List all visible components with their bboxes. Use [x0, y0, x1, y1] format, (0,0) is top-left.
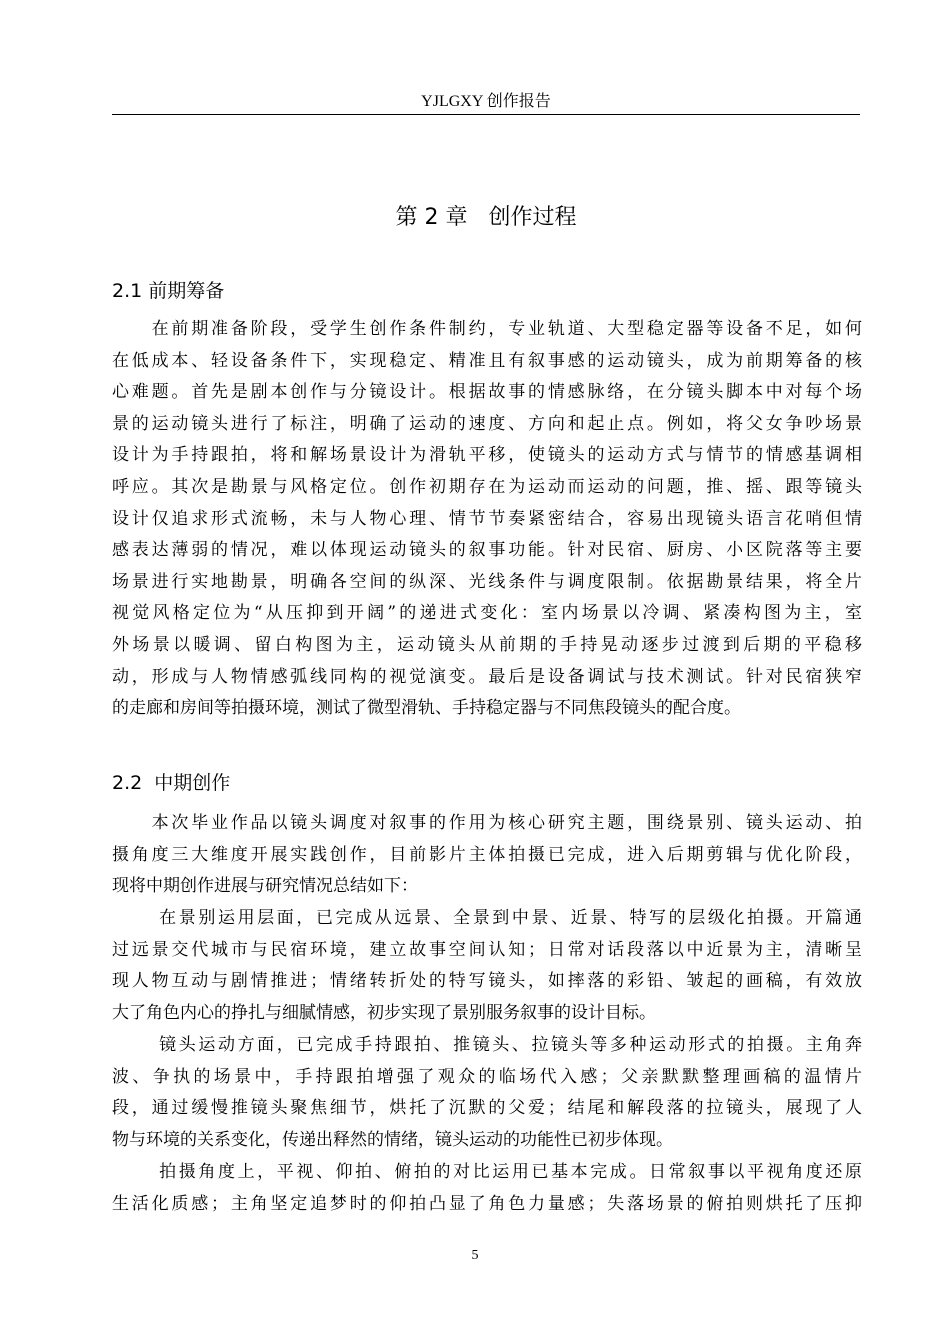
text-line: 场景进行实地勘景，明确各空间的纵深、光线条件与调度限制。依据勘景结果，将全片: [112, 571, 862, 592]
text-line: 在低成本、轻设备条件下，实现稳定、精准且有叙事感的运动镜头，成为前期筹备的核: [112, 350, 862, 371]
text-line: 景的运动镜头进行了标注，明确了运动的速度、方向和起止点。例如，将父女争吵场景: [112, 413, 862, 434]
text-line: 设计为手持跟拍，将和解场景设计为滑轨平移，使镜头的运动方式与情节的情感基调相: [112, 445, 862, 466]
paragraph-intro: [112, 808, 862, 903]
text-line: 感表达薄弱的情况，难以体现运动镜头的叙事功能。针对民宿、厨房、小区院落等主要: [112, 540, 862, 561]
paragraph-camera-movement: [112, 1030, 862, 1156]
paragraph-camera-angle: [112, 1157, 862, 1220]
text-line: 在前期准备阶段，受学生创作条件制约，专业轨道、大型稳定器等设备不足，如何: [112, 319, 862, 339]
page-number: 5: [471, 1248, 479, 1263]
text-line: 现人物互动与剧情推进；情绪转折处的特写镜头，如摔落的彩铅、皱起的画稿，有效放: [112, 971, 862, 992]
text-line: 现将中期创作进展与研究情况总结如下：: [112, 876, 418, 897]
text-line: 心难题。首先是剧本创作与分镜设计。根据故事的情感脉络，在分镜头脚本中对每个场: [112, 382, 862, 403]
text-line: 摄角度三大维度开展实践创作，目前影片主体拍摄已完成，进入后期剪辑与优化阶段，: [112, 844, 862, 865]
text-line: 镜头运动方面，已完成手持跟拍、推镜头、拉镜头等多种运动形式的拍摄。主角奔: [112, 1035, 862, 1055]
header-rule: [112, 114, 860, 115]
text-line: 拍摄角度上，平视、仰拍、俯拍的对比运用已基本完成。日常叙事以平视角度还原: [112, 1162, 862, 1182]
text-line: 外场景以暖调、留白构图为主，运动镜头从前期的手持晃动逐步过渡到后期的平稳移: [112, 634, 862, 655]
text-line: 波、争执的场景中，手持跟拍增强了观众的临场代入感；父亲默默整理画稿的温情片: [112, 1066, 862, 1087]
text-line: 大了角色内心的挣扎与细腻情感，初步实现了景别服务叙事的设计目标。: [112, 1002, 656, 1023]
text-line: 物与环境的关系变化，传递出释然的情绪，镜头运动的功能性已初步体现。: [112, 1129, 673, 1150]
text-line: 的走廊和房间等拍摄环境，测试了微型滑轨、手持稳定器与不同焦段镜头的配合度。: [112, 698, 741, 719]
text-line: 在景别运用层面，已完成从远景、全景到中景、近景、特写的层级化拍摄。开篇通: [112, 908, 862, 928]
paragraph-preparation: [112, 314, 862, 725]
section-heading-2-1: 2.1 前期筹备: [112, 280, 225, 302]
text-line: 动，形成与人物情感弧线同构的视觉演变。最后是设备调试与技术测试。针对民宿狭窄: [112, 666, 862, 687]
running-header: YJLGXY 创作报告: [421, 93, 551, 110]
text-line: 呼应。其次是勘景与风格定位。创作初期存在为运动而运动的问题，推、摇、跟等镜头: [112, 476, 862, 497]
text-line: 生活化质感；主角坚定追梦时的仰拍凸显了角色力量感；失落场景的俯拍则烘托了压抑: [112, 1193, 862, 1214]
text-line: 段，通过缓慢推镜头聚焦细节，烘托了沉默的父爱；结尾和解段落的拉镜头，展现了人: [112, 1098, 862, 1119]
section-heading-2-2: 2.2 中期创作: [112, 772, 231, 794]
paragraph-shot-size: [112, 903, 862, 1029]
text-line: 本次毕业作品以镜头调度对叙事的作用为核心研究主题，围绕景别、镜头运动、拍: [112, 813, 862, 833]
text-line: 过远景交代城市与民宿环境，建立故事空间认知；日常对话段落以中近景为主，清晰呈: [112, 939, 862, 960]
text-line: 视觉风格定位为“从压抑到开阔”的递进式变化：室内场景以冷调、紧凑构图为主，室: [112, 603, 862, 624]
chapter-title: 第 2 章 创作过程: [395, 205, 577, 230]
text-line: 设计仅追求形式流畅，未与人物心理、情节节奏紧密结合，容易出现镜头语言花哨但情: [112, 508, 862, 529]
